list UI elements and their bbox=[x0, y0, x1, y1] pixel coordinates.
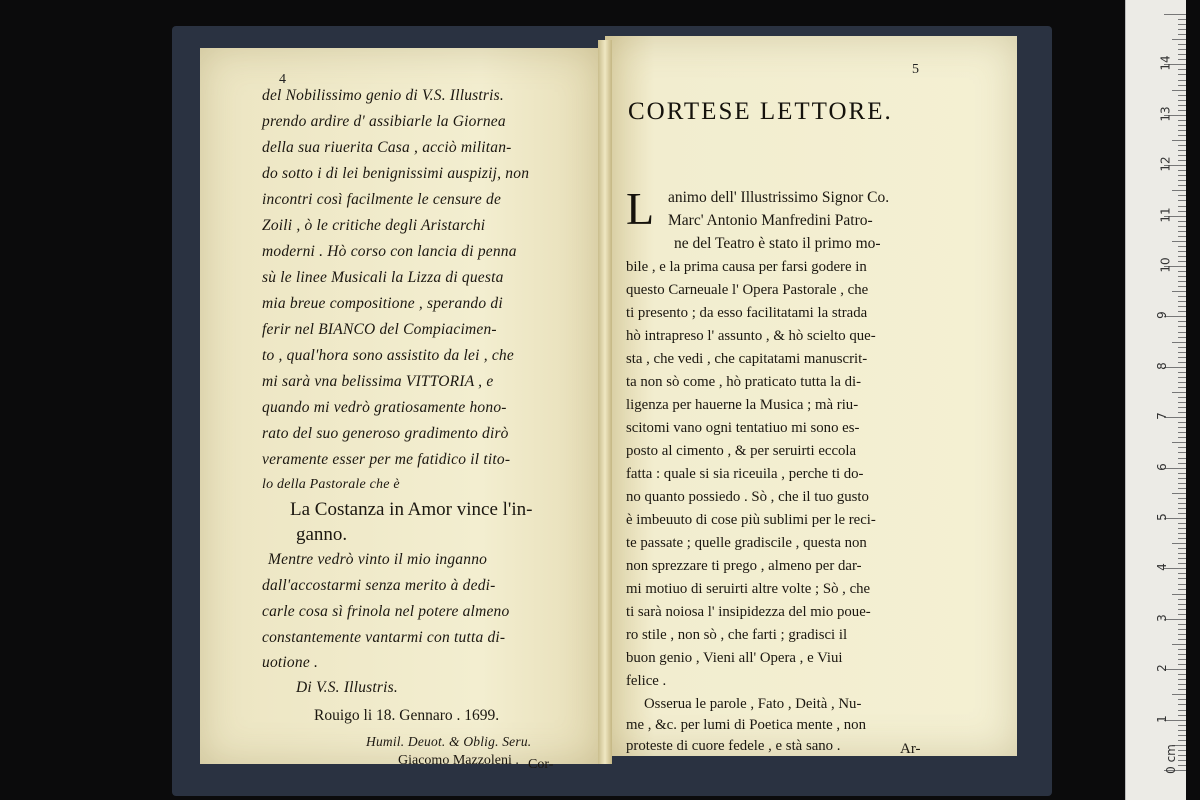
ruler-tick bbox=[1178, 609, 1186, 610]
ruler-number: 2 bbox=[1154, 664, 1169, 673]
ruler-unit-label: 0 cm bbox=[1163, 744, 1178, 774]
ruler-tick bbox=[1172, 140, 1186, 141]
right-text-line: no quanto possiedo . Sò , che il tuo gusto bbox=[626, 489, 869, 505]
ruler-number: 5 bbox=[1154, 513, 1169, 521]
ruler-number: 3 bbox=[1154, 613, 1169, 622]
ruler-tick bbox=[1178, 513, 1186, 514]
ruler-tick bbox=[1178, 553, 1186, 554]
ruler-tick bbox=[1178, 422, 1186, 423]
left-text-line: to , qual'hora sono assistito da lei , che bbox=[262, 347, 514, 364]
ruler-tick bbox=[1178, 573, 1186, 574]
ruler-number: 12 bbox=[1158, 156, 1173, 172]
right-text-line: è imbeuuto di cose più sublimi per le reci- bbox=[626, 512, 876, 528]
ruler-tick bbox=[1178, 160, 1186, 161]
ruler-number: 8 bbox=[1154, 361, 1169, 370]
ruler-tick bbox=[1178, 473, 1186, 474]
ruler-tick bbox=[1178, 437, 1186, 438]
right-text-line: ti presento ; da esso facilitatami la strada bbox=[626, 305, 868, 321]
left-text-line: quando mi vedrò gratiosamente hono- bbox=[262, 399, 507, 416]
right-text-line: te passate ; quelle gradiscile , questa non bbox=[626, 535, 867, 551]
ruler-tick bbox=[1172, 493, 1186, 494]
left-text-line: Zoili , ò le critiche degli Aristarchi bbox=[262, 217, 486, 234]
left-text-line: rato del suo generoso gradimento dirò bbox=[262, 425, 509, 442]
left-text-line: do sotto i di lei benignissimi auspizij, non bbox=[262, 165, 530, 182]
ruler-tick bbox=[1178, 674, 1186, 675]
ruler-number: 4 bbox=[1154, 563, 1169, 572]
ruler-number: 11 bbox=[1158, 206, 1173, 223]
ruler-tick bbox=[1178, 155, 1186, 156]
ruler-tick bbox=[1178, 452, 1186, 453]
left-text-line: mi sarà vna belissima VITTORIA , e bbox=[262, 373, 494, 390]
ruler-tick bbox=[1178, 649, 1186, 650]
ruler-tick bbox=[1178, 755, 1186, 756]
ruler-tick bbox=[1178, 362, 1186, 363]
ruler-tick bbox=[1178, 548, 1186, 549]
ruler-tick bbox=[1178, 286, 1186, 287]
book-gutter bbox=[598, 40, 612, 764]
ruler-tick bbox=[1178, 578, 1186, 579]
right-catchword: Ar- bbox=[900, 741, 921, 757]
ruler-tick bbox=[1172, 543, 1186, 544]
left-text-line: sù le linee Musicali la Lizza di questa bbox=[262, 269, 504, 286]
ruler-tick bbox=[1178, 730, 1186, 731]
date-line: Rouigo li 18. Gennaro . 1699. bbox=[314, 707, 500, 724]
ruler-tick bbox=[1178, 427, 1186, 428]
ruler-tick bbox=[1178, 95, 1186, 96]
left-text-line: del Nobilissimo genio di V.S. Illustris. bbox=[262, 87, 504, 104]
ruler-tick bbox=[1178, 59, 1186, 60]
ruler-tick bbox=[1178, 49, 1186, 50]
ruler-tick bbox=[1178, 599, 1186, 600]
closing-line: constantemente vantarmi con tutta di- bbox=[262, 629, 506, 646]
ruler-tick bbox=[1178, 699, 1186, 700]
right-text-line: bile , e la prima causa per farsi godere in bbox=[626, 259, 867, 275]
right-text-line: ta non sò come , hò praticato tutta la di- bbox=[626, 374, 862, 390]
ruler-tick bbox=[1178, 463, 1186, 464]
ruler-tick bbox=[1178, 105, 1186, 106]
ruler-tick bbox=[1178, 19, 1186, 20]
ruler-tick bbox=[1178, 246, 1186, 247]
ruler-tick bbox=[1178, 639, 1186, 640]
ruler-tick bbox=[1178, 34, 1186, 35]
page-title: CORTESE LETTORE. bbox=[628, 98, 893, 125]
ruler-tick bbox=[1178, 387, 1186, 388]
right-text-line: scitomi vano ogni tentatiuo mi sono es- bbox=[626, 420, 860, 436]
ruler-tick bbox=[1178, 24, 1186, 25]
ruler-tick bbox=[1178, 478, 1186, 479]
ruler-number: 1 bbox=[1154, 714, 1169, 723]
ruler-tick bbox=[1178, 296, 1186, 297]
ruler-tick bbox=[1178, 120, 1186, 121]
ruler-tick bbox=[1178, 311, 1186, 312]
ruler-tick bbox=[1172, 694, 1186, 695]
ruler-tick bbox=[1178, 624, 1186, 625]
left-text-line: prendo ardire d' assibiarle la Giornea bbox=[262, 113, 506, 130]
ruler-tick bbox=[1172, 241, 1186, 242]
ruler-tick bbox=[1178, 558, 1186, 559]
ruler-tick bbox=[1178, 211, 1186, 212]
ruler-tick bbox=[1178, 80, 1186, 81]
ruler-tick bbox=[1178, 689, 1186, 690]
drop-cap: L bbox=[626, 183, 655, 234]
ruler-tick bbox=[1178, 402, 1186, 403]
ruler-tick bbox=[1172, 594, 1186, 595]
ruler-tick bbox=[1178, 74, 1186, 75]
drama-title: ganno. bbox=[296, 524, 348, 545]
drama-title: La Costanza in Amor vince l'in- bbox=[290, 499, 533, 520]
ruler-tick bbox=[1178, 659, 1186, 660]
ruler-tick bbox=[1178, 100, 1186, 101]
right-text-line: posto al cimento , & per seruirti eccola bbox=[626, 443, 857, 459]
right-page-number: 5 bbox=[912, 62, 919, 77]
closing-line: Mentre vedrò vinto il mio inganno bbox=[268, 551, 488, 568]
ruler-tick bbox=[1178, 523, 1186, 524]
ruler-tick bbox=[1178, 503, 1186, 504]
right-text-line: mi motiuo di seruirti altre volte ; Sò , che bbox=[626, 581, 871, 597]
ruler-number: 9 bbox=[1154, 311, 1169, 320]
ruler-tick bbox=[1178, 29, 1186, 30]
right-text-line: animo dell' Illustrissimo Signor Co. bbox=[668, 189, 890, 206]
left-text-line: moderni . Hò corso con lancia di penna bbox=[262, 243, 517, 260]
ruler-tick bbox=[1178, 130, 1186, 131]
left-text-line: incontri così facilmente le censure de bbox=[262, 191, 502, 208]
closing-line: uotione . bbox=[262, 654, 319, 671]
ruler-tick bbox=[1178, 321, 1186, 322]
ruler-tick bbox=[1178, 110, 1186, 111]
ruler-tick bbox=[1178, 332, 1186, 333]
ruler-tick bbox=[1178, 629, 1186, 630]
right-text-line: hò intrapreso l' assunto , & hò scielto que- bbox=[626, 328, 876, 344]
signature-line: Humil. Deuot. & Oblig. Seru. bbox=[366, 734, 532, 749]
ruler-tick bbox=[1178, 498, 1186, 499]
signature-name: Giacomo Mazzoleni . bbox=[398, 753, 519, 768]
right-text-line: ti sarà noiosa l' insipidezza del mio poue- bbox=[626, 604, 871, 620]
ruler-tick bbox=[1172, 644, 1186, 645]
ruler-tick bbox=[1178, 750, 1186, 751]
ruler-tick bbox=[1178, 170, 1186, 171]
ruler-tick bbox=[1178, 528, 1186, 529]
ruler-tick bbox=[1178, 604, 1186, 605]
ruler-tick bbox=[1178, 251, 1186, 252]
ruler-tick bbox=[1178, 347, 1186, 348]
ruler-tick bbox=[1178, 135, 1186, 136]
ruler-tick bbox=[1178, 145, 1186, 146]
ruler-tick bbox=[1178, 664, 1186, 665]
ruler-tick bbox=[1172, 392, 1186, 393]
ruler-tick bbox=[1178, 326, 1186, 327]
ruler-tick bbox=[1178, 206, 1186, 207]
ruler-tick bbox=[1178, 412, 1186, 413]
left-text-line: veramente esser per me fatidico il tito- bbox=[262, 451, 511, 468]
ruler-tick bbox=[1178, 175, 1186, 176]
ruler-tick bbox=[1178, 180, 1186, 181]
ruler-tick bbox=[1178, 377, 1186, 378]
ruler-tick bbox=[1172, 90, 1186, 91]
left-text-line: lo della Pastorale che è bbox=[262, 477, 400, 492]
ruler-tick bbox=[1178, 614, 1186, 615]
ruler-tick bbox=[1178, 740, 1186, 741]
ruler-tick bbox=[1172, 190, 1186, 191]
ruler-number: 7 bbox=[1154, 412, 1169, 421]
ruler-tick bbox=[1178, 372, 1186, 373]
ruler-tick bbox=[1178, 150, 1186, 151]
salutation: Di V.S. Illustris. bbox=[296, 679, 398, 696]
ruler-tick bbox=[1178, 432, 1186, 433]
ruler-tick bbox=[1172, 342, 1186, 343]
right-text-line: buon genio , Vieni all' Opera , e Viui bbox=[626, 650, 843, 666]
ruler-tick bbox=[1178, 483, 1186, 484]
ruler-tick bbox=[1178, 760, 1186, 761]
ruler-tick bbox=[1178, 85, 1186, 86]
right-text-line: me , &c. per lumi di Poetica mente , non bbox=[626, 717, 866, 733]
right-text-line: fatta : quale si sia riceuila , perche ti do- bbox=[626, 466, 864, 482]
ruler-tick bbox=[1178, 185, 1186, 186]
left-text-line: della sua riuerita Casa , acciò militan- bbox=[262, 139, 512, 156]
right-text-line: ro stile , non sò , che farti ; gradisci il bbox=[626, 627, 848, 643]
ruler-tick bbox=[1178, 684, 1186, 685]
left-text-line: mia breue compositione , sperando di bbox=[262, 295, 503, 312]
ruler-tick bbox=[1178, 221, 1186, 222]
ruler-tick bbox=[1178, 634, 1186, 635]
ruler-tick bbox=[1178, 488, 1186, 489]
ruler-tick bbox=[1178, 589, 1186, 590]
ruler-tick bbox=[1178, 397, 1186, 398]
ruler-tick bbox=[1178, 725, 1186, 726]
ruler-tick bbox=[1172, 39, 1186, 40]
ruler-tick bbox=[1178, 710, 1186, 711]
ruler-tick bbox=[1178, 458, 1186, 459]
right-text-line: ligenza per hauerne la Musica ; mà riu- bbox=[626, 397, 859, 413]
ruler-tick bbox=[1178, 276, 1186, 277]
ruler-tick bbox=[1178, 352, 1186, 353]
ruler-tick bbox=[1178, 654, 1186, 655]
ruler-tick bbox=[1178, 261, 1186, 262]
ruler-tick bbox=[1178, 715, 1186, 716]
ruler-tick bbox=[1178, 271, 1186, 272]
ruler-tick bbox=[1178, 281, 1186, 282]
ruler-tick bbox=[1172, 442, 1186, 443]
ruler-tick bbox=[1178, 704, 1186, 705]
ruler-tick bbox=[1178, 226, 1186, 227]
measurement-ruler bbox=[1125, 0, 1186, 800]
right-text-line: sta , che vedi , che capitatami manuscrit- bbox=[626, 351, 868, 367]
ruler-tick bbox=[1178, 301, 1186, 302]
ruler-number: 14 bbox=[1158, 55, 1173, 72]
ruler-tick bbox=[1178, 447, 1186, 448]
ruler-number: 6 bbox=[1154, 462, 1169, 471]
right-text-line: proteste di cuore fedele , e stà sano . bbox=[626, 738, 841, 754]
ruler-tick bbox=[1178, 69, 1186, 70]
closing-line: carle cosa sì frinola nel potere almeno bbox=[262, 603, 510, 620]
ruler-tick bbox=[1178, 735, 1186, 736]
ruler-tick bbox=[1178, 538, 1186, 539]
ruler-tick bbox=[1178, 407, 1186, 408]
left-page-number: 4 bbox=[279, 72, 286, 87]
ruler-tick bbox=[1178, 44, 1186, 45]
ruler-tick bbox=[1178, 563, 1186, 564]
ruler-tick bbox=[1178, 533, 1186, 534]
ruler-tick bbox=[1178, 679, 1186, 680]
right-page bbox=[605, 36, 1017, 756]
ruler-tick bbox=[1178, 508, 1186, 509]
left-text-line: ferir nel BIANCO del Compiacimen- bbox=[262, 321, 497, 338]
right-text-line: Osserua le parole , Fato , Deità , Nu- bbox=[644, 696, 862, 712]
ruler-tick bbox=[1178, 584, 1186, 585]
ruler-tick bbox=[1178, 236, 1186, 237]
ruler-tick bbox=[1178, 306, 1186, 307]
right-text-line: ne del Teatro è stato il primo mo- bbox=[674, 235, 881, 252]
right-text-line: Marc' Antonio Manfredini Patro- bbox=[668, 212, 873, 229]
ruler-tick bbox=[1178, 125, 1186, 126]
ruler-tick bbox=[1178, 765, 1186, 766]
ruler-tick bbox=[1178, 200, 1186, 201]
ruler-tick bbox=[1172, 291, 1186, 292]
ruler-tick bbox=[1178, 54, 1186, 55]
left-catchword: Cor- bbox=[528, 757, 554, 772]
right-text-line: questo Carneuale l' Opera Pastorale , che bbox=[626, 282, 869, 298]
ruler-number: 10 bbox=[1158, 257, 1173, 273]
ruler-tick bbox=[1178, 231, 1186, 232]
right-text-line: non sprezzare ti prego , almeno per dar- bbox=[626, 558, 862, 574]
ruler-tick bbox=[1164, 14, 1186, 15]
ruler-tick bbox=[1178, 337, 1186, 338]
ruler-tick bbox=[1178, 256, 1186, 257]
closing-line: dall'accostarmi senza merito à dedi- bbox=[262, 577, 496, 594]
ruler-tick bbox=[1178, 357, 1186, 358]
ruler-tick bbox=[1178, 195, 1186, 196]
ruler-number: 13 bbox=[1158, 106, 1173, 122]
right-text-line: felice . bbox=[626, 673, 667, 689]
ruler-tick bbox=[1178, 382, 1186, 383]
